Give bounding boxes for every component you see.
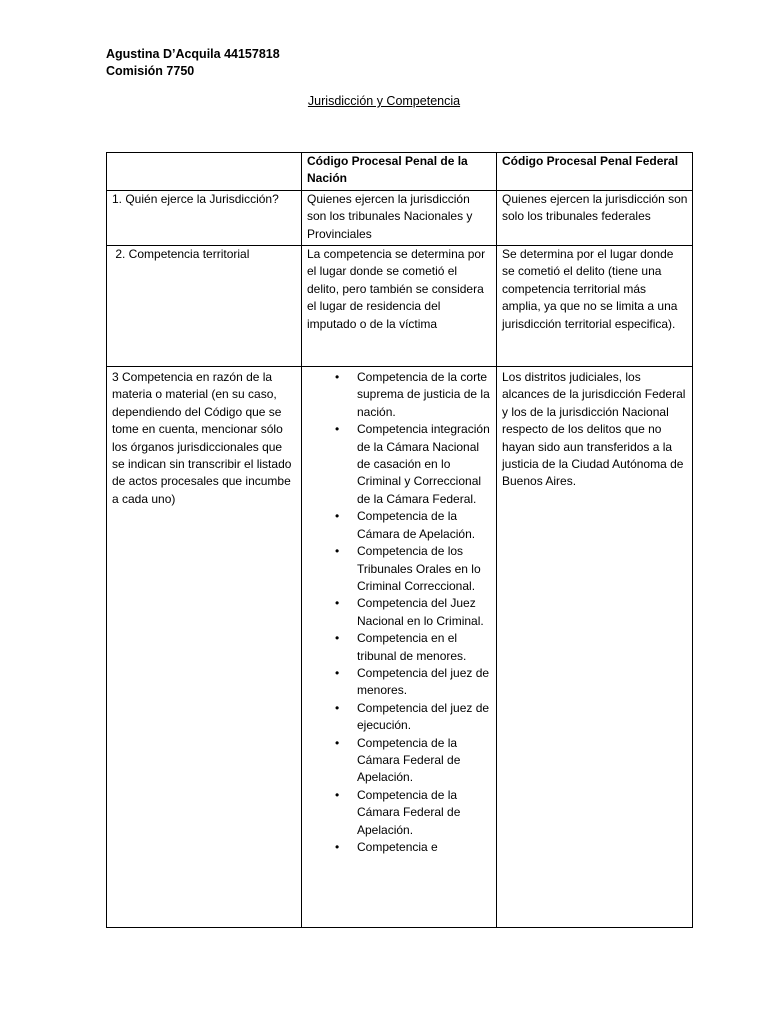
bullet-icon: • bbox=[335, 840, 340, 854]
bullet-icon: • bbox=[335, 422, 340, 437]
header-cell-nacion: Código Procesal Penal de la Nación bbox=[302, 153, 497, 191]
bullet-icon: • bbox=[335, 631, 340, 646]
federal-cell: Se determina por el lugar donde se cometió el delito (tiene una competencia territorial más amplia, ya que no se limita a una jurisdicción territorial especifica). bbox=[497, 246, 693, 367]
nacion-cell: Quienes ejercen la jurisdicción son los tribunales Nacionales y Provinciales bbox=[302, 190, 497, 245]
nacion-cell: La competencia se determina por el lugar donde se cometió el delito, pero también se considera el lugar de residencia del imputado o de la víctima bbox=[302, 246, 497, 367]
commission-line: Comisión 7750 bbox=[106, 64, 195, 78]
document-title: Jurisdicción y Competencia bbox=[307, 94, 461, 108]
list-item: • Competencia del juez de menores. bbox=[335, 665, 490, 698]
organ-list bbox=[307, 369, 492, 856]
table-header-row bbox=[107, 153, 693, 191]
list-item: • Competencia e bbox=[357, 839, 492, 856]
list-item: • Competencia del juez de ejecución. bbox=[335, 700, 490, 733]
table-row bbox=[107, 246, 693, 367]
question-cell: 3 Competencia en razón de la materia o material (en su caso, dependiendo del Código que se tome en cuenta, mencionar sólo los órganos jurisdiccionales que se indican sin transcribir el listado de actos procesales que incumbe a cada uno) bbox=[107, 367, 302, 928]
nacion-cell bbox=[302, 367, 497, 928]
list-item: • Competencia de la Cámara de Apelación. bbox=[335, 509, 476, 541]
list-item: • Competencia de la corte suprema de justicia de la nación. bbox=[335, 370, 490, 419]
question-cell: 2. Competencia territorial bbox=[107, 246, 302, 367]
bullet-icon: • bbox=[335, 787, 340, 802]
list-item: • Competencia del Juez Nacional en lo Criminal. bbox=[335, 596, 484, 628]
federal-cell: Quienes ejercen la jurisdicción son solo los tribunales federales bbox=[497, 190, 693, 245]
document-header bbox=[106, 46, 280, 80]
federal-cell: Los distritos judiciales, los alcances de la jurisdicción Federal y los de la jurisdicción Nacional respecto de los delitos que no hayan sido aun transferidos a la justicia de la Ciudad Autónoma de Buenos Aires. bbox=[497, 367, 693, 928]
list-item: • Competencia de la Cámara Federal de Apelación. bbox=[335, 787, 461, 837]
author-line: Agustina D’Acquila 44157818 bbox=[106, 47, 280, 61]
bullet-icon: • bbox=[335, 544, 340, 559]
bullet-icon: • bbox=[335, 596, 340, 611]
list-item: • Competencia integración de la Cámara Nacional de casación en lo Criminal y Correccional de la Cámara Federal. bbox=[335, 422, 490, 506]
comparison-table bbox=[106, 152, 693, 928]
table-row bbox=[107, 190, 693, 245]
bullet-icon: • bbox=[335, 735, 340, 750]
bullet-icon: • bbox=[335, 700, 340, 715]
list-item: • Competencia de los Tribunales Orales en lo Criminal Correccional. bbox=[335, 544, 481, 593]
header-cell-empty bbox=[107, 153, 302, 191]
question-cell: 1. Quién ejerce la Jurisdicción? bbox=[107, 190, 302, 245]
table-row bbox=[107, 367, 693, 928]
list-item: • Competencia en el tribunal de menores. bbox=[335, 631, 467, 663]
bullet-icon: • bbox=[335, 370, 340, 385]
list-item: • Competencia de la Cámara Federal de Apelación. bbox=[335, 735, 461, 785]
bullet-icon: • bbox=[335, 509, 340, 524]
bullet-icon: • bbox=[335, 665, 340, 680]
header-cell-federal: Código Procesal Penal Federal bbox=[497, 153, 693, 191]
